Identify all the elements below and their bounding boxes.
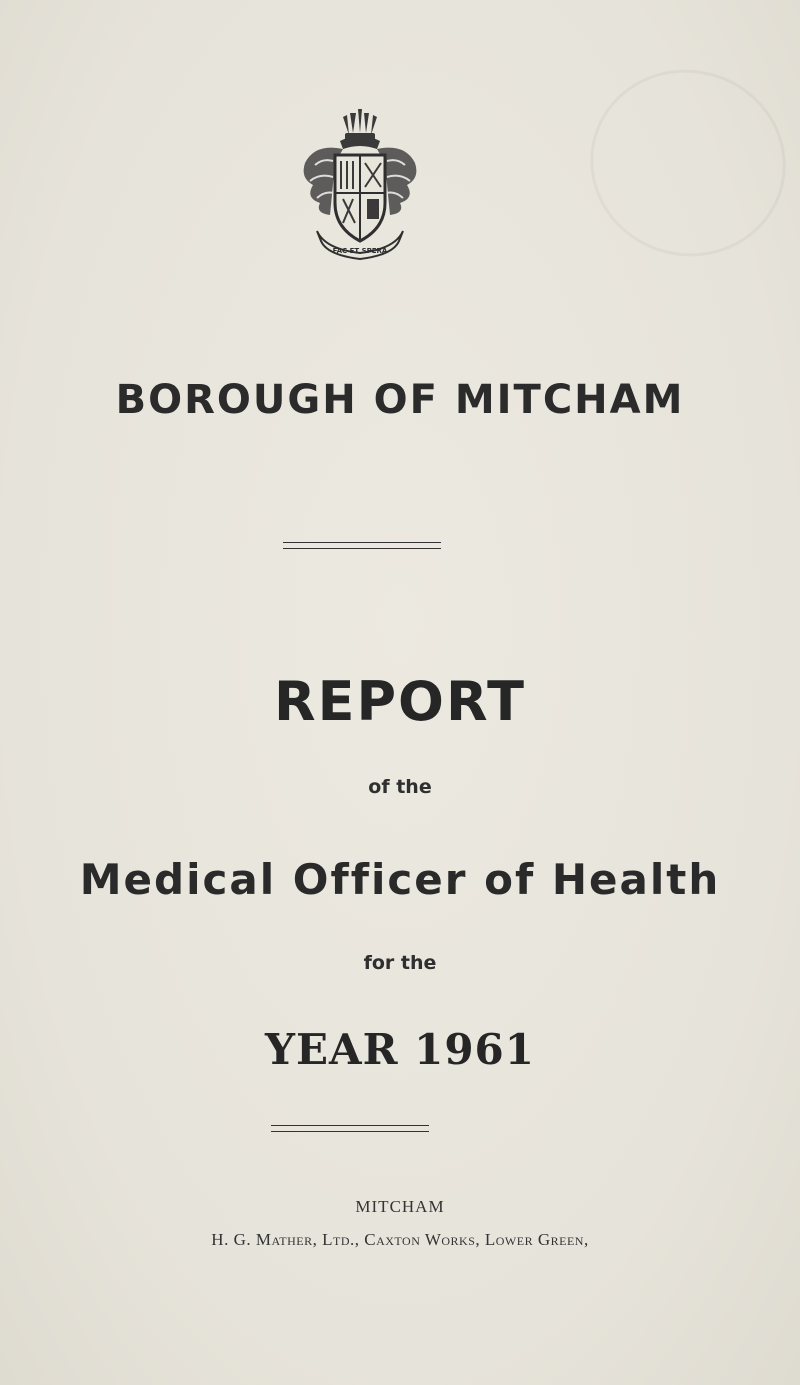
svg-text:FAC ET SPERA: FAC ET SPERA [332, 247, 388, 255]
double-rule-top [283, 542, 441, 549]
double-rule-bottom [271, 1125, 429, 1132]
year-title: YEAR 1961 [264, 1025, 535, 1074]
for-the-text: for the [363, 952, 437, 974]
report-title: REPORT [274, 670, 526, 733]
library-stamp-shadow [569, 48, 800, 278]
imprint-printer: H. G. Mather, Ltd., Caxton Works, Lower Green, [211, 1230, 589, 1249]
of-the-text: of the [368, 776, 432, 798]
officer-title: Medical Officer of Health [79, 855, 721, 904]
coat-of-arms-icon [295, 103, 425, 263]
imprint-city: MITCHAM [355, 1197, 445, 1216]
borough-title: BOROUGH OF MITCHAM [115, 377, 685, 423]
